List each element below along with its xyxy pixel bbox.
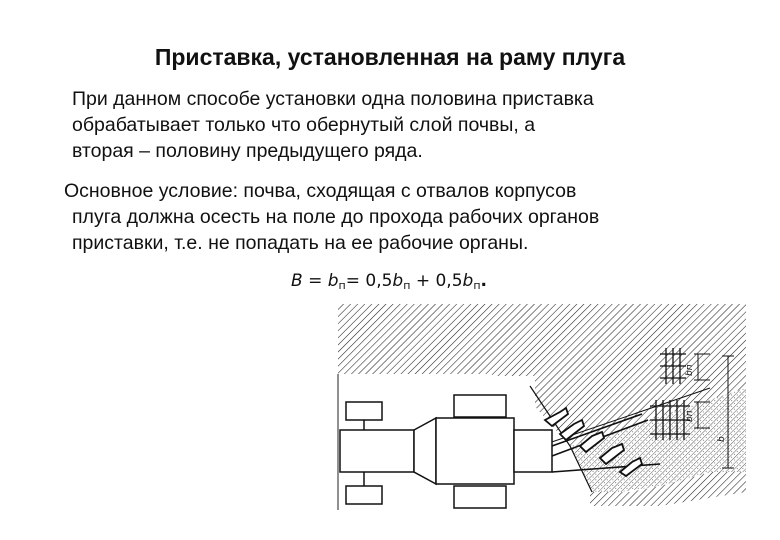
paragraph-line: плуга должна осесть на поле до прохода рабочих органов [72,206,600,228]
paragraph-line: обрабатывает только что обернутый слой почвы, а [72,114,536,136]
formula-symbol: B [291,271,303,291]
paragraph-line: Основное условие: почва, сходящая с отвалов корпусов [64,180,577,202]
slide-title: Приставка, установленная на раму плуга [154,44,626,70]
paragraph-method [72,86,594,164]
formula-text: = [302,271,328,291]
formula-subscript: п [473,279,481,292]
plough-attachment-diagram [330,296,750,510]
tractor-rear-frame [514,430,552,472]
formula-symbol: b [462,271,474,291]
paragraph-condition [64,178,599,256]
formula-subscript: п [338,279,346,292]
width-formula [291,271,487,292]
wheel-rear-right [454,486,506,508]
formula-text: . [480,271,487,291]
label-b-width: b [717,436,727,442]
label-bp-mid: bп [685,410,695,422]
formula-symbol: b [327,271,339,291]
formula-symbol: b [392,271,404,291]
wheel-front-left [346,402,382,420]
formula-text: = 0,5 [345,271,393,291]
tractor-cab-transition [414,418,436,484]
paragraph-line: вторая – половину предыдущего ряда. [72,140,423,162]
tractor-body [436,418,514,484]
wheel-front-right [346,486,382,504]
paragraph-line: При данном способе установки одна половина приставка [72,88,594,110]
wheel-rear-left [454,395,506,417]
paragraph-line: приставки, т.е. не попадать на ее рабочие органы. [72,232,529,254]
formula-text: + 0,5 [410,271,463,291]
formula-subscript: п [403,279,411,292]
tractor-hood [340,430,414,472]
label-bp-top: bп [685,364,695,376]
